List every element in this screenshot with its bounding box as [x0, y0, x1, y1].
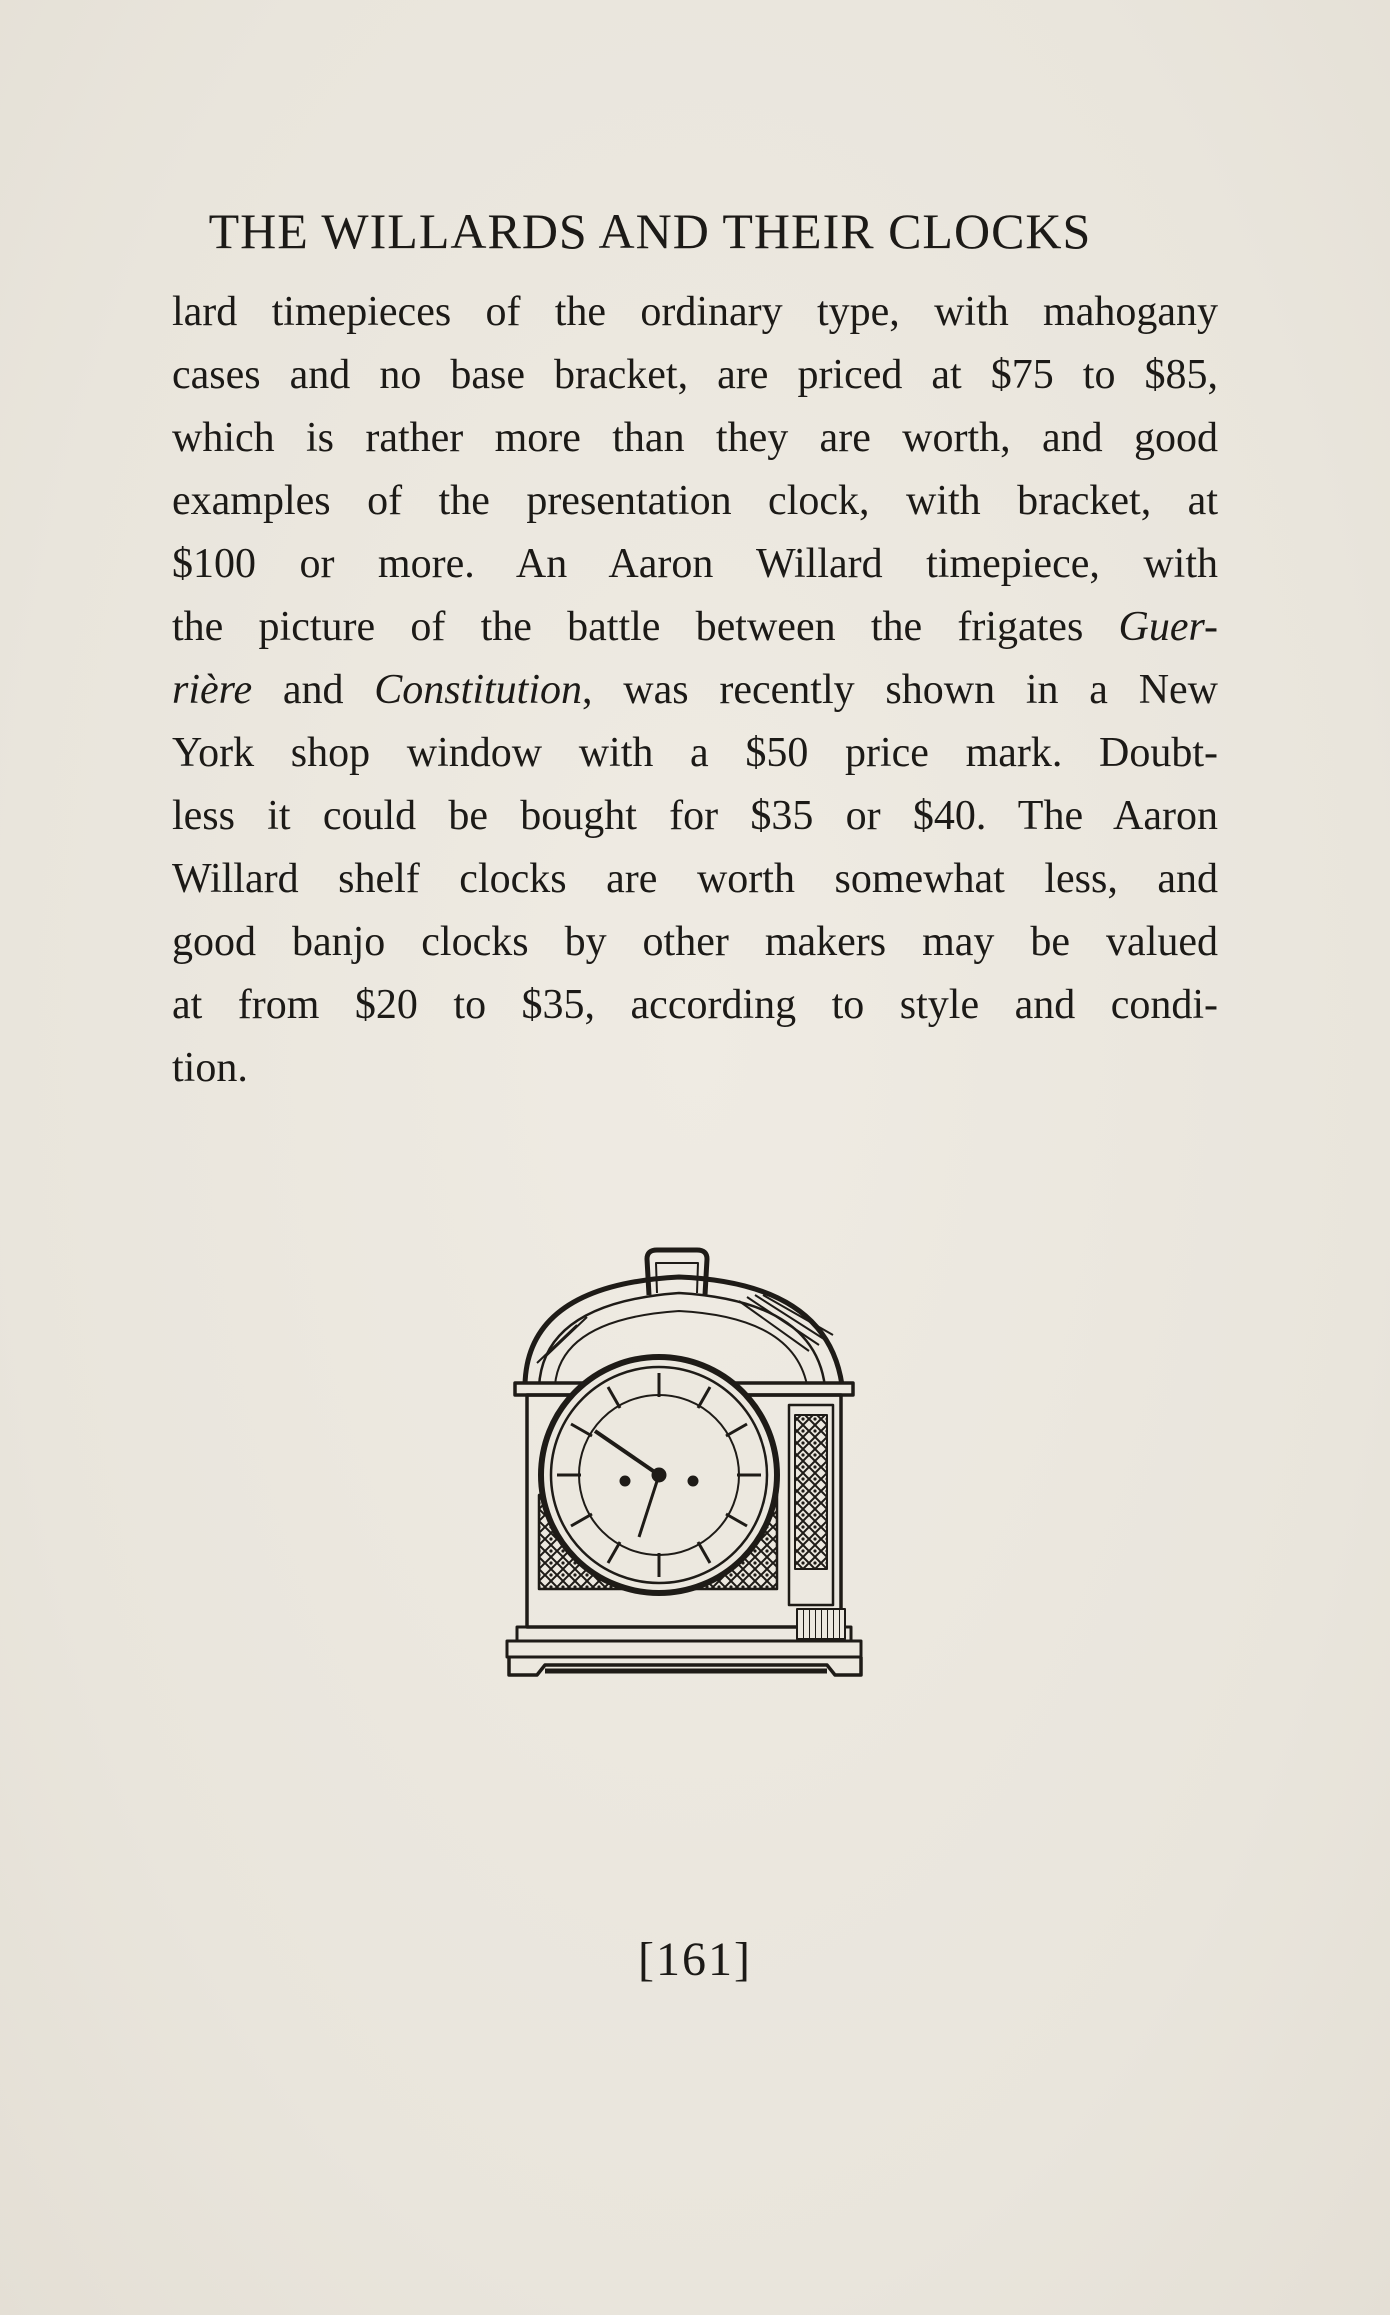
- page-number: [161]: [638, 1933, 752, 1986]
- bracket-clock-illustration: [497, 1245, 897, 1705]
- text-line: $100 or more. An Aaron Willard timepiece, with: [172, 541, 1218, 587]
- text-line: the picture of the battle between the frigates Guer-: [172, 604, 1218, 650]
- text-line: examples of the presentation clock, with bracket, at: [172, 478, 1218, 524]
- text-line: good banjo clocks by other makers may be valued: [172, 919, 1218, 965]
- bracket-clock-icon: [497, 1245, 897, 1705]
- text-line: at from $20 to $35, according to style and condi-: [172, 982, 1218, 1028]
- text-line: York shop window with a $50 price mark. Doubt-: [172, 730, 1218, 776]
- body-text: [172, 281, 1218, 1100]
- text-line: Willard shelf clocks are worth somewhat less, and: [172, 856, 1218, 902]
- text-line: rière and Constitution, was recently shown in a New: [172, 667, 1218, 713]
- text-line: cases and no base bracket, are priced at $75 to $85,: [172, 352, 1218, 398]
- text-line: tion.: [172, 1045, 248, 1091]
- running-head: THE WILLARDS AND THEIR CLOCKS: [208, 203, 1092, 259]
- text-line: which is rather more than they are worth, and good: [172, 415, 1218, 461]
- text-line: lard timepieces of the ordinary type, with mahogany: [172, 289, 1218, 335]
- text-line: less it could be bought for $35 or $40. The Aaron: [172, 793, 1218, 839]
